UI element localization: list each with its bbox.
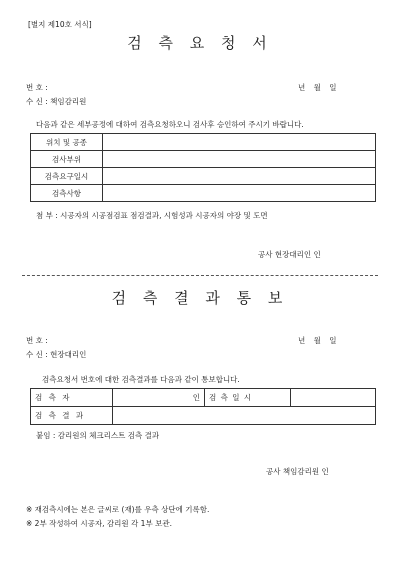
row-value	[103, 185, 376, 202]
table-row	[31, 389, 376, 407]
request-signature: 공사 현장대리인 인	[258, 250, 321, 259]
inspector-label: 검 측 자	[31, 389, 113, 407]
result-recipient: 수 신 : 현장대리인	[26, 350, 87, 359]
result-intro: 검측요청서 번호에 대한 검측결과를 다음과 같이 통보합니다.	[42, 375, 240, 384]
request-date-label: 년 월 일	[298, 83, 337, 92]
row-label: 검사부위	[31, 151, 103, 168]
note-2: ※ 2부 작성하여 시공자, 감리원 각 1부 보관.	[26, 519, 172, 528]
form-number: [별지 제10호 서식]	[28, 20, 92, 29]
table-row	[31, 134, 376, 151]
request-recipient: 수 신 : 책임감리원	[26, 97, 87, 106]
result-attachment: 붙임 : 감리원의 체크리스트 검측 결과	[36, 431, 160, 440]
request-number-label: 번 호 :	[26, 83, 48, 92]
request-title: 검 측 요 청 서	[127, 34, 273, 52]
result-number-label: 번 호 :	[26, 336, 48, 345]
request-table	[30, 133, 376, 202]
result-value	[113, 407, 376, 425]
result-signature: 공사 책임감리원 인	[266, 467, 329, 476]
table-row	[31, 168, 376, 185]
inspector-seal: 인	[113, 389, 205, 407]
table-row	[31, 407, 376, 425]
request-intro: 다음과 같은 세부공정에 대하여 검측요청하오니 검사후 승인하여 주시기 바랍니다.	[36, 120, 304, 129]
inspection-datetime-label: 검 측 일 시	[205, 389, 291, 407]
result-date-label: 년 월 일	[298, 336, 337, 345]
row-value	[103, 151, 376, 168]
row-label: 검측요구일시	[31, 168, 103, 185]
row-label: 위치 및 공종	[31, 134, 103, 151]
table-row	[31, 151, 376, 168]
result-table	[30, 388, 376, 425]
note-1: ※ 재검측시에는 본은 글씨로 (재)를 우측 상단에 기록함.	[26, 505, 210, 514]
row-value	[103, 134, 376, 151]
inspection-datetime-value	[291, 389, 376, 407]
result-label: 검 측 결 과	[31, 407, 113, 425]
row-label: 검측사항	[31, 185, 103, 202]
row-value	[103, 168, 376, 185]
request-attachment: 첨 부 : 시공자의 시공점검표 점검결과, 시험성과 시공자의 야장 및 도면	[36, 211, 268, 220]
result-title: 검 측 결 과 통 보	[111, 289, 289, 307]
section-divider	[22, 275, 378, 276]
table-row	[31, 185, 376, 202]
